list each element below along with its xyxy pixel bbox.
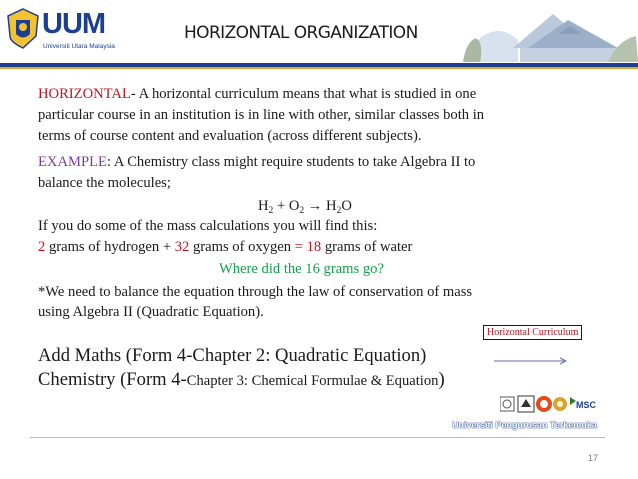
subject-add-maths: Add Maths (Form 4-Chapter 2: Quadratic Equation) (38, 345, 427, 366)
header-rule-accent (0, 67, 638, 69)
chemical-equation: $H_2 + O_2 \to H_2O$ (258, 198, 352, 216)
paragraph-line: terms of course content and evaluation (across different subjects). (38, 128, 422, 144)
footer-tagline: Universiti Pengurusan Terkemuka (452, 420, 597, 430)
page-title: HORIZONTAL ORGANIZATION (184, 23, 418, 43)
question-text: Where did the 16 grams go? (219, 261, 384, 277)
example-line: balance the molecules; (38, 175, 171, 191)
example-line: If you do some of the mass calculations you will find this: (38, 218, 378, 234)
note-line: *We need to balance the equation through the law of conservation of mass (38, 284, 473, 300)
uum-crest-icon (6, 8, 40, 50)
horizontal-label: HORIZONTAL (38, 86, 131, 102)
paragraph-text: - A horizontal curriculum means that what is studied in one (130, 86, 477, 102)
horizontal-curriculum-label: Horizontal Curriculum (483, 325, 582, 340)
example-label: EXAMPLE (38, 154, 107, 170)
example-text: : A Chemistry class might require students to take Algebra II to (106, 154, 476, 170)
page-number: 17 (588, 453, 599, 463)
example-line (38, 152, 475, 172)
uum-logo (6, 6, 124, 56)
subject-chemistry: Chemistry (Form 4-Chapter 3: Chemical Formulae & Equation) (38, 369, 445, 390)
msc-logo-text: MSC (576, 400, 596, 410)
slide-header (0, 0, 638, 68)
logo-text: UUM (42, 8, 106, 40)
arrow-right-icon (494, 356, 569, 366)
note-line: using Algebra II (Quadratic Equation). (38, 304, 264, 320)
mass-calculation: 2 grams of hydrogen + 32 grams of oxygen = 18 grams of water (38, 239, 413, 255)
logo-subtitle: Universiti Utara Malaysia (43, 43, 115, 50)
paragraph-line (38, 84, 476, 104)
footer-divider (30, 437, 605, 438)
campus-building-icon (458, 0, 638, 62)
paragraph-line: particular course in an institution is in line with other, similar classes both in (38, 107, 485, 123)
